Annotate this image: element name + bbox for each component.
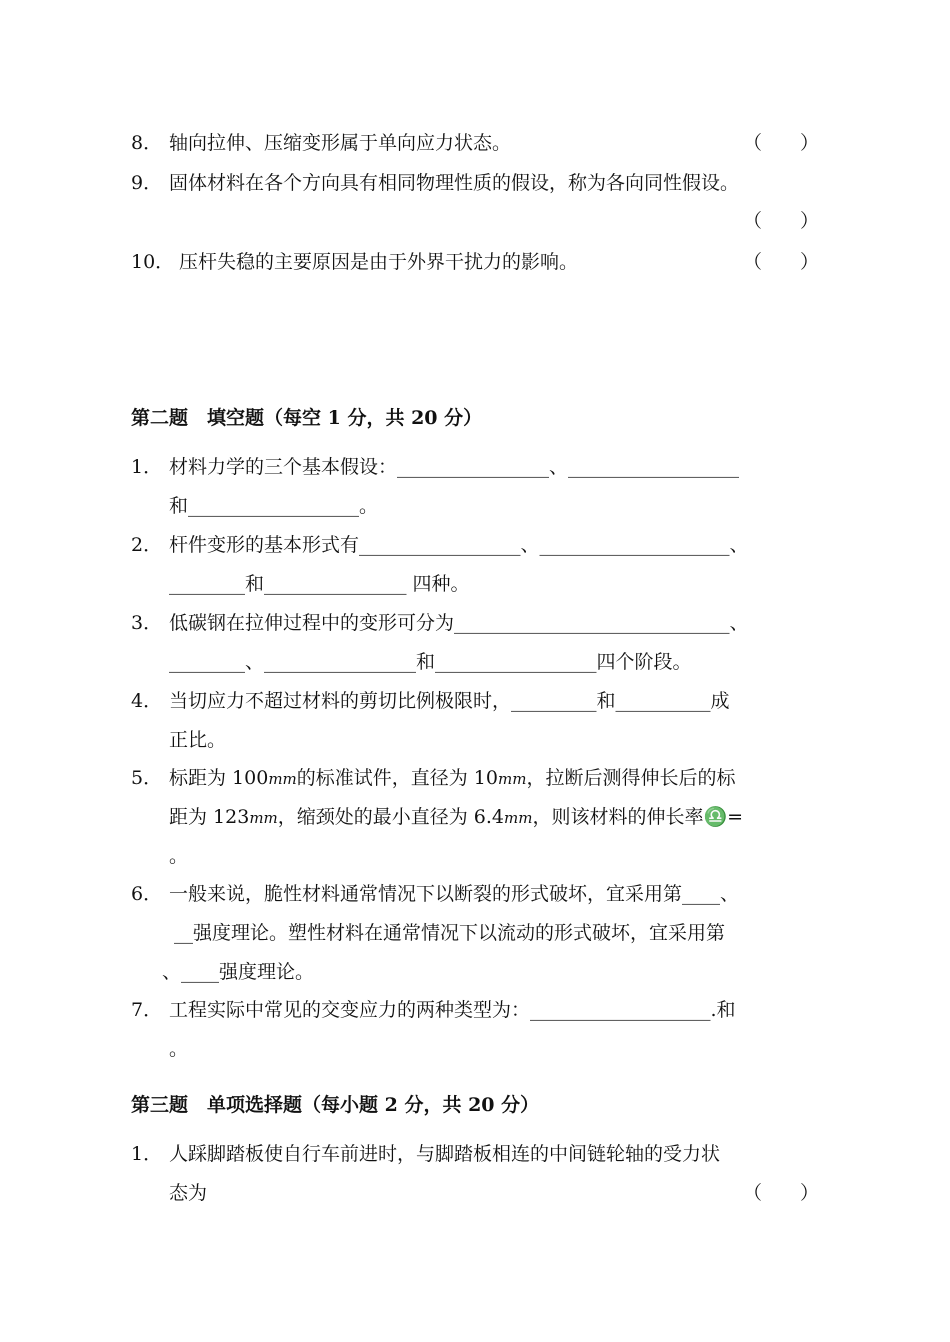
answer-blank: __ [174, 922, 193, 944]
question-text: 工程实际中常见的交变应力的两种类型为： [169, 999, 531, 1021]
question-text: 。 [359, 495, 379, 517]
answer-blank: ____________________ [539, 534, 730, 556]
question-text: 压杆失稳的主要原因是由于外界干扰力的影响。 [179, 251, 579, 273]
question-line [162, 960, 314, 984]
question-text: 态为 [169, 1182, 208, 1204]
question-text: 。 [169, 1038, 189, 1060]
question-line [169, 455, 739, 479]
separator: 、 [729, 534, 749, 556]
section-heading: 第三题 单项选择题（每小题 2 分，共 20 分） [131, 1094, 540, 1116]
question-text: 低碳钢在拉伸过程中的变形可分为 [169, 612, 455, 634]
question-number: 2． [131, 534, 163, 556]
answer-bracket: （ ） [743, 251, 820, 273]
question-line [169, 494, 378, 518]
elongation-symbol: ♎= [703, 806, 744, 828]
question-text: 标距为 100 [169, 767, 269, 789]
question-text: 距为 123 [169, 806, 250, 828]
question-text: 人踩脚踏板使自行车前进时，与脚踏板相连的中间链轮轴的受力状 [169, 1143, 721, 1165]
question-line [169, 650, 692, 674]
question-text: 和 [596, 690, 616, 712]
question-text: 强度理论。塑性材料在通常情况下以流动的形式破坏，宜采用第 [193, 922, 726, 944]
question-text: 正比。 [169, 729, 227, 751]
answer-blank: _____________________________ [454, 612, 730, 634]
answer-blank: ___________________ [530, 999, 711, 1021]
separator: 、 [549, 456, 569, 478]
question-number: 7． [131, 999, 163, 1021]
question-line [169, 533, 749, 557]
question-number: 1． [131, 1143, 163, 1165]
answer-blank: ________________ [397, 456, 550, 478]
answer-blank: _________________ [435, 651, 597, 673]
question-number: 8． [131, 132, 163, 154]
question-text: .和 [710, 999, 736, 1021]
question-number: 3． [131, 612, 163, 634]
question-text: 四个阶段。 [596, 651, 692, 673]
answer-blank: ________________ [264, 651, 417, 673]
answer-blank: __________ [615, 690, 711, 712]
answer-bracket: （ ） [743, 132, 820, 154]
unit-symbol: mm [268, 770, 297, 788]
question-text: 。 [169, 845, 189, 867]
question-text: 四种。 [406, 573, 470, 595]
question-text: 杆件变形的基本形式有 [169, 534, 360, 556]
answer-blank: __________________ [188, 495, 360, 517]
question-text: 固体材料在各个方向具有相同物理性质的假设，称为各向同性假设。 [169, 172, 740, 194]
question-number: 6． [131, 883, 163, 905]
question-text: 当切应力不超过材料的剪切比例极限时， [169, 690, 512, 712]
separator: 、 [162, 961, 182, 983]
separator: 、 [729, 612, 749, 634]
question-line [174, 921, 725, 945]
answer-blank: ____ [682, 883, 721, 905]
unit-symbol: mm [249, 809, 278, 827]
question-text: 强度理论。 [219, 961, 315, 983]
answer-blank: _________________ [359, 534, 521, 556]
question-text: ，则该材料的伸长率 [532, 806, 704, 828]
question-line [169, 689, 730, 713]
answer-blank: ____ [181, 961, 220, 983]
question-line [169, 611, 749, 635]
answer-blank: _________ [511, 690, 597, 712]
question-text: 材料力学的三个基本假设： [169, 456, 398, 478]
question-text: 一般来说，脆性材料通常情况下以断裂的形式破坏，宜采用第 [169, 883, 683, 905]
question-line [169, 805, 743, 830]
question-text: 和 [245, 573, 265, 595]
unit-symbol: mm [504, 809, 533, 827]
question-number: 5． [131, 767, 163, 789]
unit-symbol: mm [497, 770, 527, 788]
question-line [169, 766, 735, 791]
question-text: 轴向拉伸、压缩变形属于单向应力状态。 [169, 132, 512, 154]
question-line [169, 998, 736, 1022]
question-text: ，拉断后测得伸长后的标 [526, 767, 736, 789]
question-line [169, 882, 739, 906]
section-heading: 第二题 填空题（每空 1 分，共 20 分） [131, 407, 483, 429]
separator: 、 [720, 883, 740, 905]
question-text: 的标准试件，直径为 10 [296, 767, 498, 789]
answer-bracket: （ ） [743, 210, 820, 232]
question-text: 和 [416, 651, 436, 673]
answer-bracket: （ ） [743, 1182, 820, 1204]
answer-blank: ________ [169, 651, 245, 673]
answer-blank: _______________ [264, 573, 407, 595]
answer-blank: __________________ [568, 456, 740, 478]
separator: 、 [520, 534, 540, 556]
question-number: 9． [131, 172, 163, 194]
question-text: 和 [169, 495, 189, 517]
question-line [169, 572, 470, 596]
separator: 、 [245, 651, 265, 673]
question-text: 成 [710, 690, 730, 712]
question-number: 4． [131, 690, 163, 712]
answer-blank: ________ [169, 573, 245, 595]
question-number: 10． [131, 251, 175, 273]
question-number: 1． [131, 456, 163, 478]
question-text: ，缩颈处的最小直径为 6.4 [277, 806, 505, 828]
